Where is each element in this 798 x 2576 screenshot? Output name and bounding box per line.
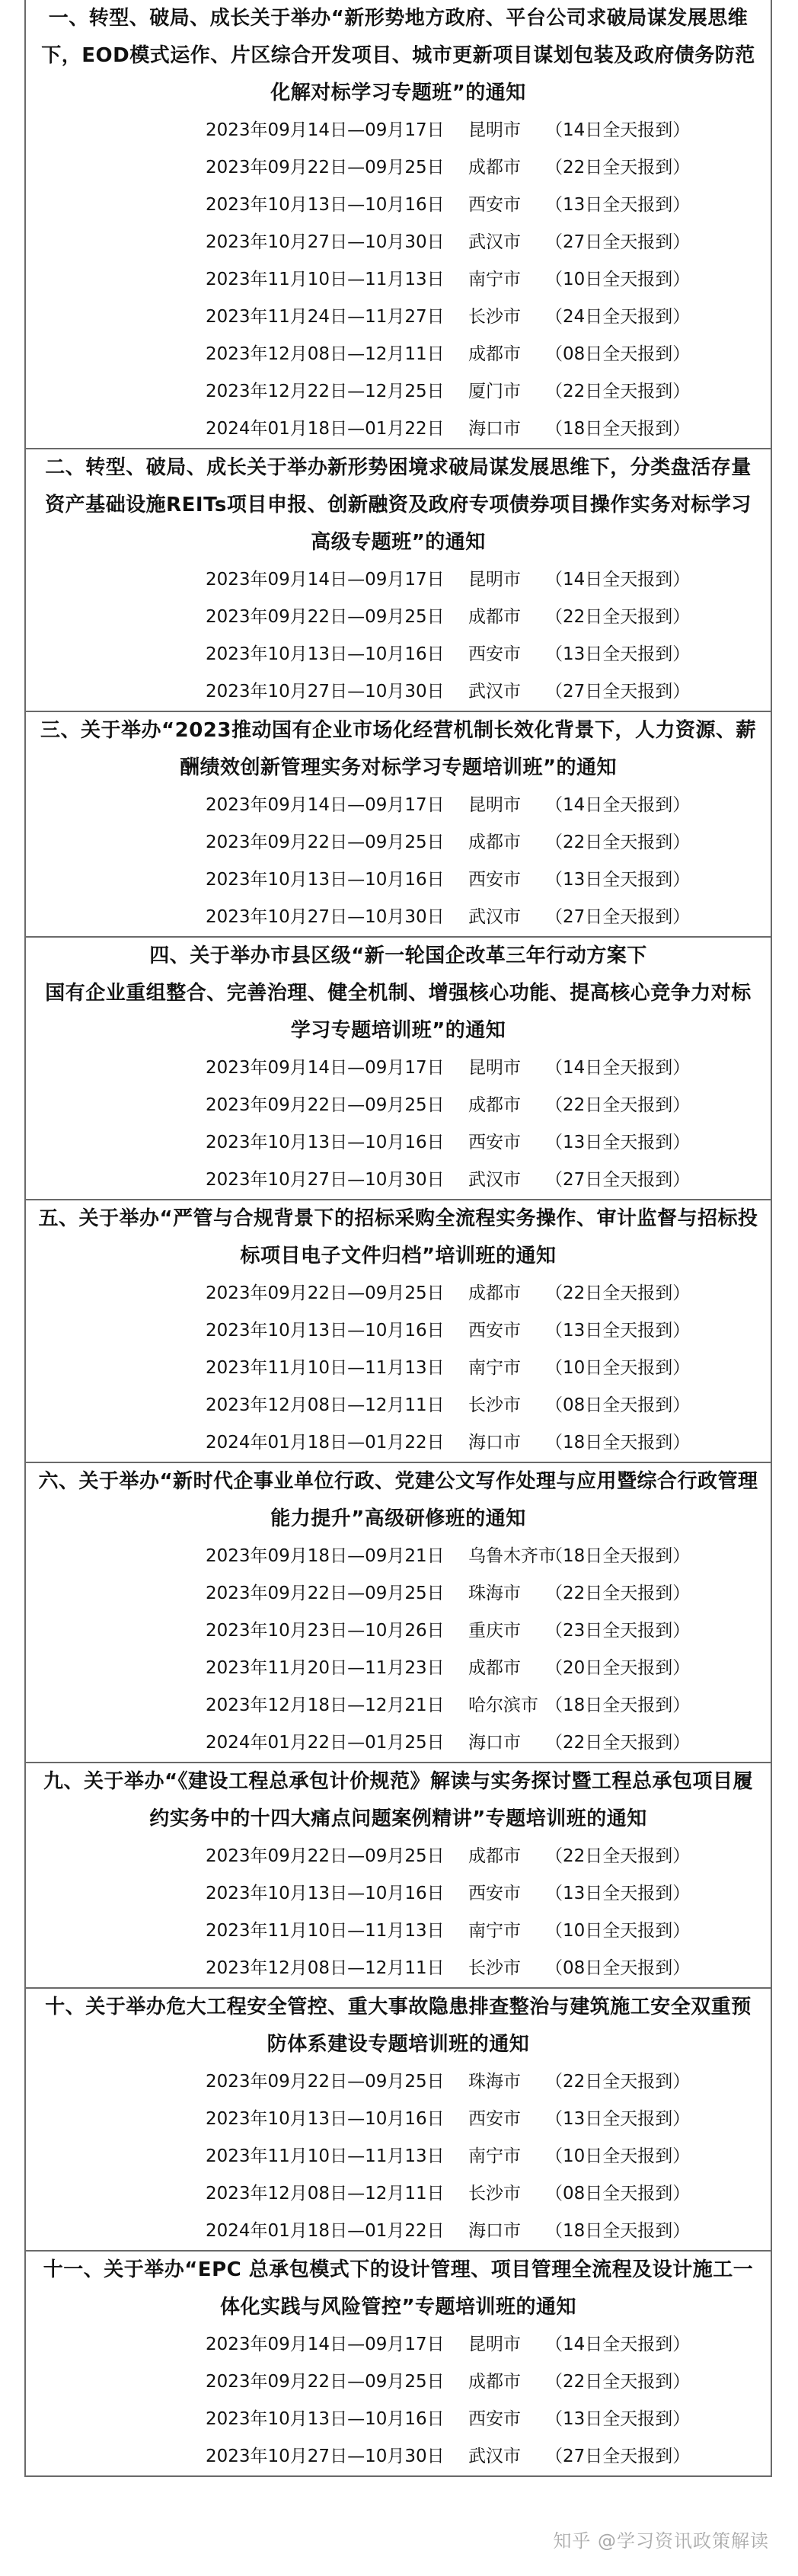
schedule-city: 海口市 — [468, 2221, 521, 2241]
watermark: 知乎 @学习资讯政策解读 — [553, 2530, 769, 2552]
schedule-row — [37, 112, 760, 149]
schedule-row — [37, 2138, 760, 2175]
schedule-dates: 2023年11月20日—11月23日 — [206, 1658, 445, 1678]
schedule-note: （10日全天报到） — [545, 2146, 691, 2166]
schedule-city: 长沙市 — [468, 1958, 521, 1978]
schedule-dates: 2024年01月22日—01月25日 — [206, 1733, 445, 1753]
schedule-note: （08日全天报到） — [545, 2184, 691, 2204]
schedule-note: （13日全天报到） — [545, 2109, 691, 2129]
schedule-city: 武汉市 — [468, 682, 521, 702]
schedule-note: （14日全天报到） — [545, 795, 691, 815]
schedule-note: （23日全天报到） — [545, 1621, 691, 1641]
schedule-city: 珠海市 — [468, 1584, 521, 1603]
schedule-city: 成都市 — [468, 2372, 521, 2392]
schedule-dates: 2023年10月13日—10月16日 — [206, 870, 445, 890]
schedule-city: 南宁市 — [468, 270, 521, 289]
schedule-note: （27日全天报到） — [545, 1170, 691, 1190]
schedule-note: （22日全天报到） — [545, 1733, 691, 1753]
schedule-note: （10日全天报到） — [545, 270, 691, 289]
schedule-row — [37, 599, 760, 636]
schedule-note: （10日全天报到） — [545, 1358, 691, 1378]
schedule-row — [37, 1424, 760, 1462]
schedule-row — [37, 1162, 760, 1199]
schedule-dates: 2023年11月10日—11月13日 — [206, 270, 445, 289]
notice-section — [24, 711, 772, 938]
schedule-note: （08日全天报到） — [545, 1395, 691, 1415]
schedule-row — [37, 1538, 760, 1575]
schedule-dates: 2023年11月10日—11月13日 — [206, 1358, 445, 1378]
schedule-note: （22日全天报到） — [545, 1095, 691, 1115]
schedule-row — [37, 373, 760, 411]
schedule-note: （10日全天报到） — [545, 1921, 691, 1941]
schedule-dates: 2024年01月18日—01月22日 — [206, 1433, 445, 1453]
schedule-city: 珠海市 — [468, 2072, 521, 2092]
schedule-city: 西安市 — [468, 2409, 521, 2429]
schedule-dates: 2023年12月22日—12月25日 — [206, 382, 445, 401]
schedule-note: （18日全天报到） — [545, 419, 691, 439]
schedule-dates: 2023年09月22日—09月25日 — [206, 607, 445, 627]
schedule-dates: 2023年10月13日—10月16日 — [206, 1321, 445, 1341]
schedule-city: 成都市 — [468, 833, 521, 852]
notice-section — [24, 1199, 772, 1463]
schedule-note: （22日全天报到） — [545, 382, 691, 401]
schedule-note: （14日全天报到） — [545, 570, 691, 590]
schedule-dates: 2023年10月13日—10月16日 — [206, 644, 445, 664]
schedule-note: （08日全天报到） — [545, 344, 691, 364]
schedule-note: （13日全天报到） — [545, 2409, 691, 2429]
schedule-row — [37, 824, 760, 861]
schedule-note: （14日全天报到） — [545, 1058, 691, 1078]
schedule-note: （22日全天报到） — [545, 607, 691, 627]
schedule-city: 西安市 — [468, 870, 521, 890]
schedule-city: 长沙市 — [468, 1395, 521, 1415]
schedule-city: 昆明市 — [468, 795, 521, 815]
schedule-city: 厦门市 — [468, 382, 521, 401]
schedule-note: （27日全天报到） — [545, 907, 691, 927]
schedule-city: 成都市 — [468, 1095, 521, 1115]
notice-section — [24, 448, 772, 712]
schedule-dates: 2023年11月24日—11月27日 — [206, 307, 445, 327]
schedule-city: 武汉市 — [468, 1170, 521, 1190]
schedule-row — [37, 673, 760, 711]
schedule-city: 武汉市 — [468, 907, 521, 927]
schedule-note: （27日全天报到） — [545, 682, 691, 702]
schedule-row — [37, 1650, 760, 1687]
schedule-note: （27日全天报到） — [545, 2447, 691, 2466]
schedule-city: 海口市 — [468, 1733, 521, 1753]
section-title: 十、关于举办危大工程安全管控、重大事故隐患排查整治与建筑施工安全双重预防体系建设专题培训班的通知 — [45, 1996, 752, 2056]
schedule-dates: 2023年09月22日—09月25日 — [206, 833, 445, 852]
schedule-row — [37, 187, 760, 224]
schedule-dates: 2023年09月22日—09月25日 — [206, 2372, 445, 2392]
schedule-city: 重庆市 — [468, 1621, 521, 1641]
section-title: 十一、关于举办“EPC 总承包模式下的设计管理、项目管理全流程及设计施工一体化实践与风险管控”专题培训班的通知 — [43, 2258, 754, 2319]
schedule-dates: 2024年01月18日—01月22日 — [206, 419, 445, 439]
schedule-dates: 2023年09月14日—09月17日 — [206, 2335, 445, 2354]
schedule-note: （13日全天报到） — [545, 1884, 691, 1903]
schedule-city: 成都市 — [468, 1283, 521, 1303]
schedule-row — [37, 2363, 760, 2401]
schedule-dates: 2023年12月18日—12月21日 — [206, 1695, 445, 1715]
schedule-city: 昆明市 — [468, 570, 521, 590]
schedule-row — [37, 224, 760, 261]
schedule-note: （22日全天报到） — [545, 833, 691, 852]
schedule-dates: 2023年10月27日—10月30日 — [206, 1170, 445, 1190]
notice-section — [24, 2250, 772, 2477]
schedule-row — [37, 336, 760, 373]
schedule-note: （22日全天报到） — [545, 158, 691, 177]
schedule-city: 成都市 — [468, 607, 521, 627]
schedule-note: （22日全天报到） — [545, 1846, 691, 1866]
schedule-note: （27日全天报到） — [545, 232, 691, 252]
schedule-note: （13日全天报到） — [545, 644, 691, 664]
schedule-row — [37, 1612, 760, 1650]
schedule-row — [37, 1312, 760, 1350]
schedule-row — [37, 261, 760, 299]
schedule-dates: 2023年09月18日—09月21日 — [206, 1546, 445, 1566]
schedule-note: （18日全天报到） — [545, 1546, 691, 1566]
schedule-dates: 2023年12月08日—12月11日 — [206, 2184, 445, 2204]
schedule-row — [37, 1875, 760, 1913]
section-title: 二、转型、破局、成长关于举办新形势困境求破局谋发展思维下，分类盘活存量资产基础设施REITs项目申报、创新融资及政府专项债券项目操作实务对标学习高级专题班”的通知 — [45, 456, 752, 554]
schedule-row — [37, 2401, 760, 2438]
schedule-note: （13日全天报到） — [545, 870, 691, 890]
schedule-city: 西安市 — [468, 1321, 521, 1341]
notice-section — [24, 1762, 772, 1989]
schedule-note: （22日全天报到） — [545, 2072, 691, 2092]
schedule-city: 西安市 — [468, 2109, 521, 2129]
schedule-note: （24日全天报到） — [545, 307, 691, 327]
schedule-row — [37, 2101, 760, 2138]
schedule-row — [37, 299, 760, 336]
schedule-row — [37, 561, 760, 599]
schedule-city: 成都市 — [468, 1658, 521, 1678]
schedule-row — [37, 1687, 760, 1724]
schedule-row — [37, 1124, 760, 1162]
schedule-row — [37, 1913, 760, 1950]
schedule-city: 成都市 — [468, 158, 521, 177]
schedule-city: 乌鲁木齐市 — [468, 1546, 556, 1566]
schedule-city: 西安市 — [468, 1884, 521, 1903]
schedule-note: （13日全天报到） — [545, 1133, 691, 1152]
schedule-note: （18日全天报到） — [545, 1695, 691, 1715]
schedule-dates: 2023年11月10日—11月13日 — [206, 2146, 445, 2166]
schedule-row — [37, 2326, 760, 2363]
schedule-dates: 2023年11月10日—11月13日 — [206, 1921, 445, 1941]
schedule-dates: 2023年09月14日—09月17日 — [206, 120, 445, 140]
schedule-row — [37, 1275, 760, 1312]
schedule-row — [37, 2438, 760, 2475]
schedule-dates: 2023年10月13日—10月16日 — [206, 1133, 445, 1152]
schedule-dates: 2023年09月14日—09月17日 — [206, 795, 445, 815]
schedule-dates: 2023年10月13日—10月16日 — [206, 1884, 445, 1903]
schedule-dates: 2023年09月22日—09月25日 — [206, 2072, 445, 2092]
schedule-dates: 2023年09月22日—09月25日 — [206, 158, 445, 177]
schedule-row — [37, 1050, 760, 1087]
schedule-row — [37, 1387, 760, 1424]
schedule-city: 成都市 — [468, 344, 521, 364]
schedule-city: 西安市 — [468, 195, 521, 215]
schedule-note: （20日全天报到） — [545, 1658, 691, 1678]
section-title: 九、关于举办“《建设工程总承包计价规范》解读与实务探讨暨工程总承包项目履约实务中的十四大痛点问题案例精讲”专题培训班的通知 — [43, 1770, 754, 1830]
schedule-city: 昆明市 — [468, 2335, 521, 2354]
section-title: 五、关于举办“严管与合规背景下的招标采购全流程实务操作、审计监督与招标投标项目电子文件归档”培训班的通知 — [38, 1207, 758, 1267]
schedule-city: 长沙市 — [468, 307, 521, 327]
schedule-row — [37, 2175, 760, 2213]
schedule-city: 南宁市 — [468, 1358, 521, 1378]
schedule-dates: 2023年12月08日—12月11日 — [206, 1958, 445, 1978]
notice-list — [24, 0, 772, 2477]
schedule-city: 西安市 — [468, 644, 521, 664]
schedule-dates: 2023年10月27日—10月30日 — [206, 232, 445, 252]
schedule-city: 西安市 — [468, 1133, 521, 1152]
schedule-dates: 2023年09月22日—09月25日 — [206, 1283, 445, 1303]
schedule-dates: 2023年10月27日—10月30日 — [206, 682, 445, 702]
schedule-dates: 2023年10月27日—10月30日 — [206, 2447, 445, 2466]
schedule-row — [37, 149, 760, 187]
schedule-city: 武汉市 — [468, 232, 521, 252]
schedule-row — [37, 899, 760, 936]
schedule-dates: 2023年12月08日—12月11日 — [206, 1395, 445, 1415]
schedule-note: （22日全天报到） — [545, 1584, 691, 1603]
schedule-dates: 2023年09月22日—09月25日 — [206, 1584, 445, 1603]
schedule-row — [37, 787, 760, 824]
schedule-dates: 2023年10月13日—10月16日 — [206, 2109, 445, 2129]
schedule-dates: 2023年09月14日—09月17日 — [206, 570, 445, 590]
section-title: 四、关于举办市县区级“新一轮国企改革三年行动方案下 国有企业重组整合、完善治理、健全机制、增强核心功能、提高核心竞争力对标学习专题培训班”的通知 — [45, 944, 752, 1042]
schedule-note: （22日全天报到） — [545, 1283, 691, 1303]
notice-section — [24, 936, 772, 1200]
schedule-dates: 2023年10月13日—10月16日 — [206, 2409, 445, 2429]
schedule-city: 南宁市 — [468, 1921, 521, 1941]
schedule-city: 哈尔滨市 — [468, 1695, 538, 1715]
schedule-note: （08日全天报到） — [545, 1958, 691, 1978]
schedule-city: 海口市 — [468, 1433, 521, 1453]
schedule-dates: 2023年12月08日—12月11日 — [206, 344, 445, 364]
schedule-note: （13日全天报到） — [545, 195, 691, 215]
schedule-note: （14日全天报到） — [545, 120, 691, 140]
schedule-city: 昆明市 — [468, 120, 521, 140]
schedule-row — [37, 2213, 760, 2250]
schedule-city: 南宁市 — [468, 2146, 521, 2166]
schedule-note: （22日全天报到） — [545, 2372, 691, 2392]
notice-section — [24, 1987, 772, 2252]
schedule-row — [37, 1724, 760, 1762]
schedule-note: （18日全天报到） — [545, 2221, 691, 2241]
schedule-note: （14日全天报到） — [545, 2335, 691, 2354]
schedule-city: 武汉市 — [468, 2447, 521, 2466]
schedule-note: （18日全天报到） — [545, 1433, 691, 1453]
schedule-dates: 2023年10月27日—10月30日 — [206, 907, 445, 927]
schedule-row — [37, 636, 760, 673]
schedule-row — [37, 1575, 760, 1612]
schedule-row — [37, 1350, 760, 1387]
schedule-dates: 2024年01月18日—01月22日 — [206, 2221, 445, 2241]
schedule-city: 长沙市 — [468, 2184, 521, 2204]
schedule-city: 昆明市 — [468, 1058, 521, 1078]
schedule-row — [37, 1838, 760, 1875]
schedule-dates: 2023年10月23日—10月26日 — [206, 1621, 445, 1641]
schedule-dates: 2023年09月22日—09月25日 — [206, 1095, 445, 1115]
notice-section — [24, 0, 772, 449]
schedule-dates: 2023年10月13日—10月16日 — [206, 195, 445, 215]
schedule-row — [37, 1950, 760, 1987]
section-title: 六、关于举办“新时代企事业单位行政、党建公文写作处理与应用暨综合行政管理能力提升”高级研修班的通知 — [38, 1470, 758, 1530]
schedule-city: 成都市 — [468, 1846, 521, 1866]
section-title: 一、转型、破局、成长关于举办“新形势地方政府、平台公司求破局谋发展思维下，EOD模式运作、片区综合开发项目、城市更新项目谋划包装及政府债务防范化解对标学习专题班”的通知 — [41, 7, 755, 104]
schedule-row — [37, 411, 760, 448]
schedule-row — [37, 1087, 760, 1124]
section-title: 三、关于举办“2023推动国有企业市场化经营机制长效化背景下，人力资源、薪酬绩效创新管理实务对标学习专题培训班”的通知 — [40, 719, 756, 779]
schedule-row — [37, 861, 760, 899]
schedule-dates: 2023年09月22日—09月25日 — [206, 1846, 445, 1866]
schedule-dates: 2023年09月14日—09月17日 — [206, 1058, 445, 1078]
notice-section — [24, 1462, 772, 1763]
schedule-city: 海口市 — [468, 419, 521, 439]
schedule-note: （13日全天报到） — [545, 1321, 691, 1341]
schedule-row — [37, 2063, 760, 2101]
